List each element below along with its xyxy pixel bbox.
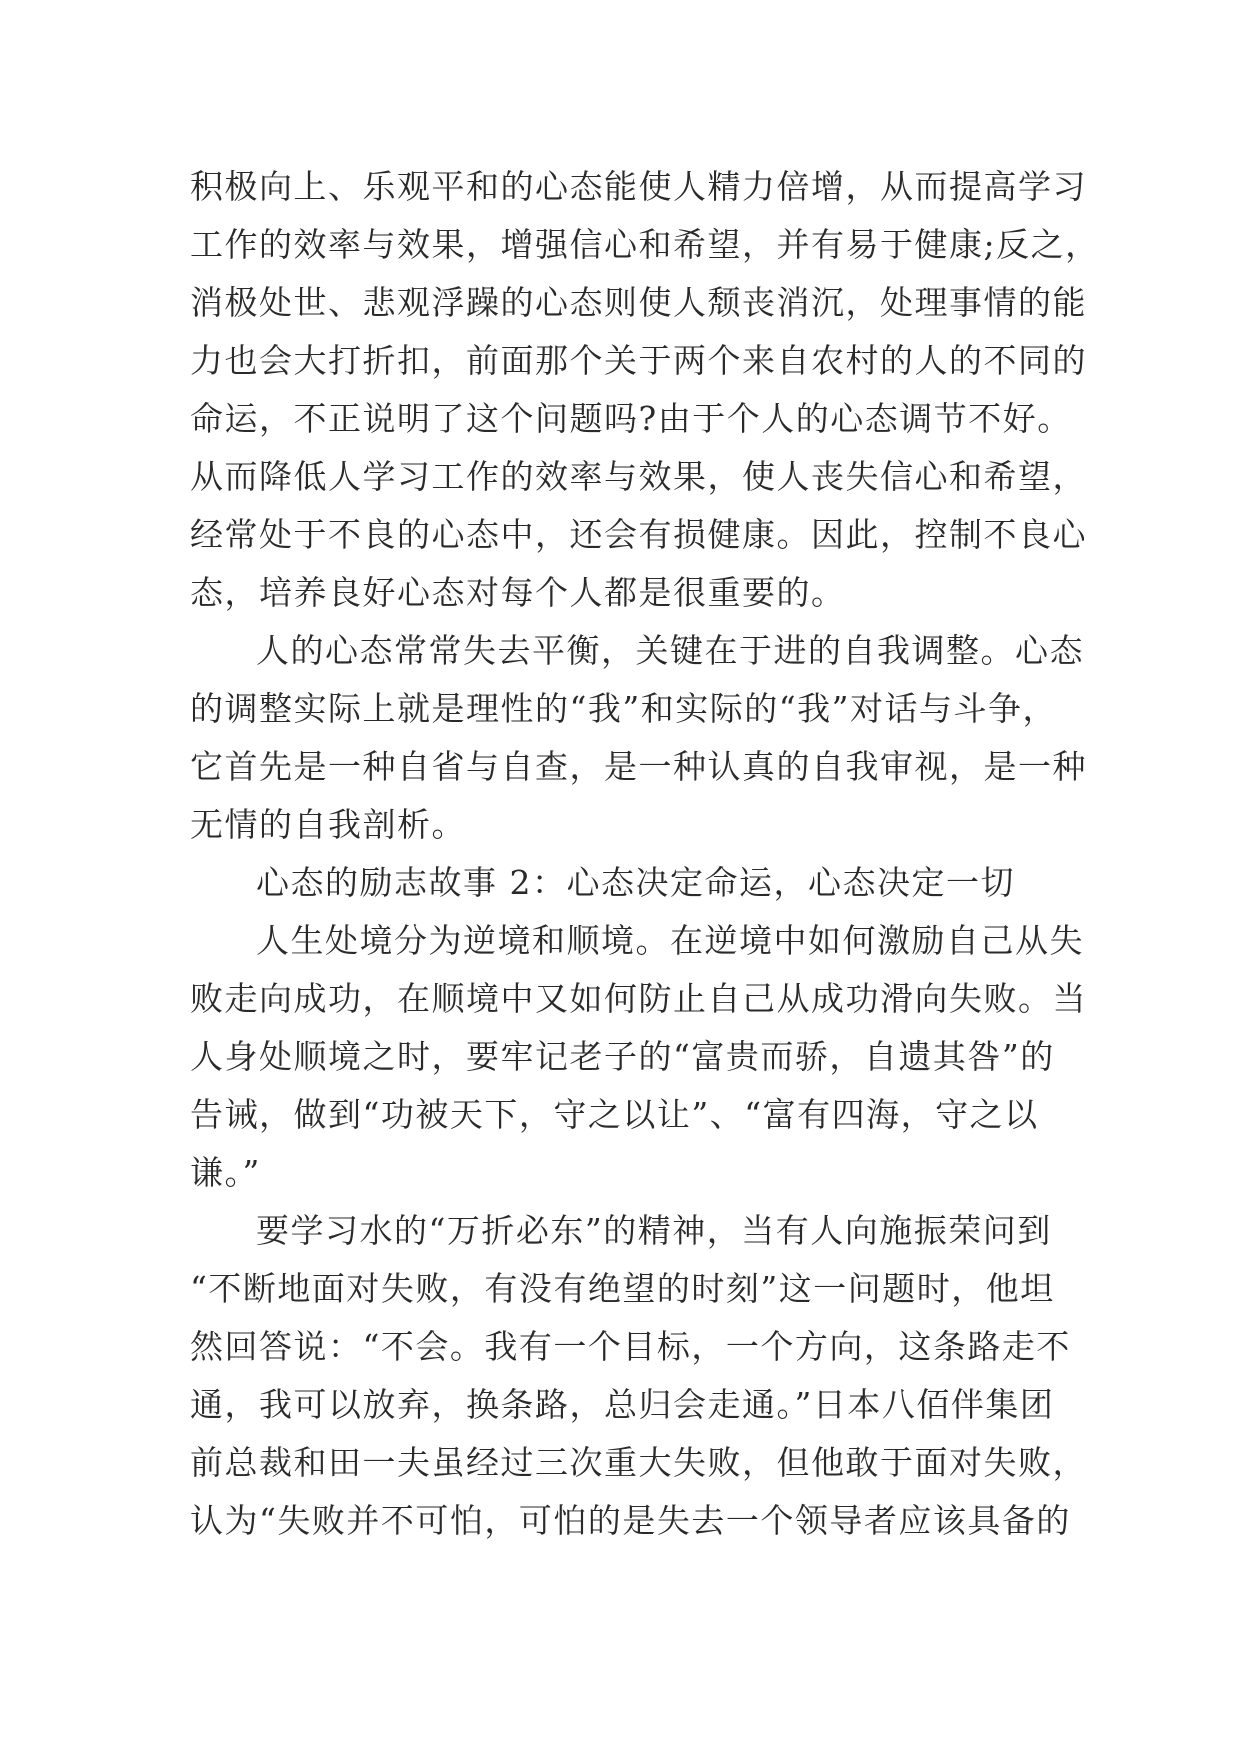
- text-line: 谦。”: [190, 1153, 261, 1192]
- text-line: “不断地面对失败，有没有绝望的时刻”这一问题时，他坦: [190, 1269, 1055, 1308]
- text-line: 的调整实际上就是理性的“我”和实际的“我”对话与斗争，: [190, 689, 1057, 728]
- text-line: 然回答说：“不会。我有一个目标，一个方向，这条路走不: [190, 1327, 1071, 1366]
- section-heading: 心态的励志故事 2：心态决定命运，心态决定一切: [256, 863, 1015, 902]
- text-line: 前总裁和田一夫虽经过三次重大失败，但他敢于面对失败，: [190, 1443, 1087, 1482]
- body-text: [190, 158, 1100, 1550]
- paragraph-start-line: 人生处境分为逆境和顺境。在逆境中如何激励自己从失: [256, 921, 1084, 960]
- text-line: 它首先是一种自省与自查，是一种认真的自我审视，是一种: [190, 747, 1087, 786]
- text-line: 消极处世、悲观浮躁的心态则使人颓丧消沉，处理事情的能: [190, 283, 1087, 322]
- text-line: 无情的自我剖析。: [190, 805, 466, 844]
- text-line: 工作的效率与效果，增强信心和希望，并有易于健康;反之，: [190, 225, 1100, 264]
- text-line: 态，培养良好心态对每个人都是很重要的。: [190, 573, 846, 612]
- paragraph-start-line: 人的心态常常失去平衡，关键在于进的自我调整。心态: [256, 631, 1084, 670]
- text-line: 积极向上、乐观平和的心态能使人精力倍增，从而提高学习: [190, 167, 1087, 206]
- paragraph-start-line: 要学习水的“万折必东”的精神，当有人向施振荣问到: [256, 1211, 1052, 1250]
- text-line: 力也会大打折扣，前面那个关于两个来自农村的人的不同的: [190, 341, 1087, 380]
- text-line: 命运，不正说明了这个问题吗?由于个人的心态调节不好。: [190, 399, 1072, 438]
- text-line: 从而降低人学习工作的效率与效果，使人丧失信心和希望，: [190, 457, 1087, 496]
- text-line: 告诫，做到“功被天下，守之以让”、“富有四海，守之以: [190, 1095, 1039, 1134]
- text-line: 人身处顺境之时，要牢记老子的“富贵而骄，自遗其咎”的: [190, 1037, 1055, 1076]
- text-line: 经常处于不良的心态中，还会有损健康。因此，控制不良心: [190, 515, 1087, 554]
- text-line: 认为“失败并不可怕，可怕的是失去一个领导者应该具备的: [190, 1501, 1071, 1540]
- text-line: 败走向成功，在顺境中又如何防止自己从成功滑向失败。当: [190, 979, 1087, 1018]
- text-line: 通，我可以放弃，换条路，总归会走通。”日本八佰伴集团: [190, 1385, 1055, 1424]
